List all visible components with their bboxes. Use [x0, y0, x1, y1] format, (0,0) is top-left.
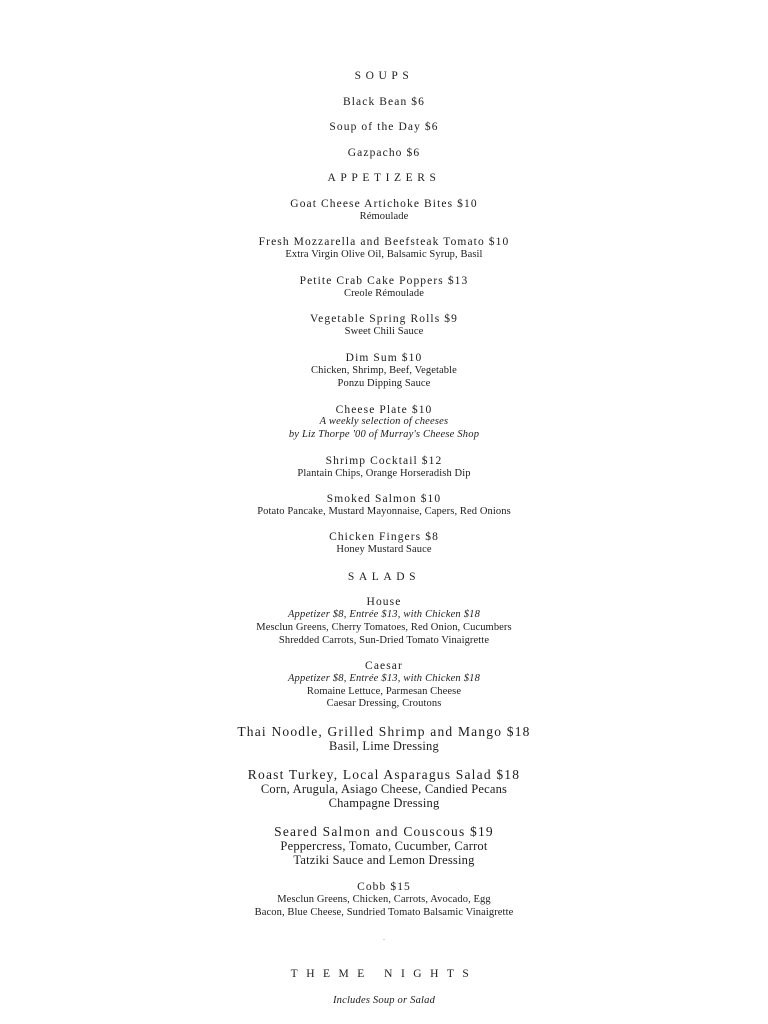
appetizer-desc: Honey Mustard Sauce — [336, 544, 432, 555]
appetizer-item: Vegetable Spring Rolls $9 — [310, 313, 458, 325]
salad-desc: Romaine Lettuce, Parmesan Cheese — [306, 686, 462, 697]
salad-item: Cobb $15 — [357, 881, 411, 893]
appetizer-desc: Ponzu Dipping Sauce — [337, 378, 431, 389]
theme-nights-heading: THEME NIGHTS — [290, 968, 478, 980]
appetizer-item: Chicken Fingers $8 — [329, 531, 439, 543]
appetizer-desc: Sweet Chili Sauce — [344, 326, 424, 337]
soups-heading: SOUPS — [354, 70, 414, 82]
salad-desc: Mesclun Greens, Chicken, Carrots, Avocado, Egg — [277, 894, 491, 905]
salad-desc: Champagne Dressing — [328, 796, 440, 810]
salad-desc: Peppercress, Tomato, Cucumber, Carrot — [280, 839, 488, 853]
appetizer-desc: Creole Rémoulade — [343, 288, 425, 299]
appetizer-item: Petite Crab Cake Poppers $13 — [299, 275, 469, 287]
appetizer-note: by Liz Thorpe '00 of Murray's Cheese Shop — [288, 429, 480, 440]
appetizer-item: Dim Sum $10 — [345, 352, 423, 364]
appetizer-item: Shrimp Cocktail $12 — [325, 455, 443, 467]
salad-item: Seared Salmon and Couscous $19 — [274, 824, 494, 839]
soup-item: Black Bean $6 — [342, 96, 425, 108]
salad-item: Roast Turkey, Local Asparagus Salad $18 — [247, 767, 521, 782]
salad-price: Appetizer $8, Entrée $13, with Chicken $18 — [287, 673, 481, 684]
salad-desc: Caesar Dressing, Croutons — [326, 698, 442, 709]
appetizers-heading: APPETIZERS — [327, 172, 441, 184]
theme-nights-note: Includes Soup or Salad — [332, 995, 436, 1006]
salad-desc: Basil, Lime Dressing — [329, 739, 439, 753]
appetizer-desc: Potato Pancake, Mustard Mayonnaise, Capers, Red Onions — [257, 506, 511, 517]
salad-desc: Shredded Carrots, Sun-Dried Tomato Vinaigrette — [278, 635, 490, 646]
appetizer-desc: Rémoulade — [359, 211, 409, 222]
salads-heading: SALADS — [347, 571, 421, 583]
appetizer-item: Fresh Mozzarella and Beefsteak Tomato $10 — [258, 236, 510, 248]
salad-desc: Tatziki Sauce and Lemon Dressing — [293, 853, 475, 867]
divider-dot: . — [383, 933, 385, 942]
salad-desc: Corn, Arugula, Asiago Cheese, Candied Pecans — [260, 782, 508, 796]
salad-price: Appetizer $8, Entrée $13, with Chicken $18 — [287, 609, 481, 620]
salad-desc: Mesclun Greens, Cherry Tomatoes, Red Onion, Cucumbers — [256, 622, 512, 633]
soup-item: Soup of the Day $6 — [329, 121, 439, 133]
appetizer-desc: Chicken, Shrimp, Beef, Vegetable — [311, 365, 457, 376]
appetizer-item: Smoked Salmon $10 — [326, 493, 442, 505]
appetizer-desc: Extra Virgin Olive Oil, Balsamic Syrup, Basil — [285, 249, 483, 260]
appetizer-desc: Plantain Chips, Orange Horseradish Dip — [297, 468, 471, 479]
appetizer-item: Goat Cheese Artichoke Bites $10 — [290, 198, 478, 210]
soup-item: Gazpacho $6 — [347, 147, 421, 159]
salad-item: Caesar — [365, 660, 403, 672]
salad-desc: Bacon, Blue Cheese, Sundried Tomato Balsamic Vinaigrette — [254, 907, 514, 918]
salad-item: Thai Noodle, Grilled Shrimp and Mango $18 — [237, 724, 531, 739]
salad-item: House — [366, 596, 402, 608]
appetizer-note: A weekly selection of cheeses — [319, 416, 449, 427]
appetizer-item: Cheese Plate $10 — [335, 404, 433, 416]
